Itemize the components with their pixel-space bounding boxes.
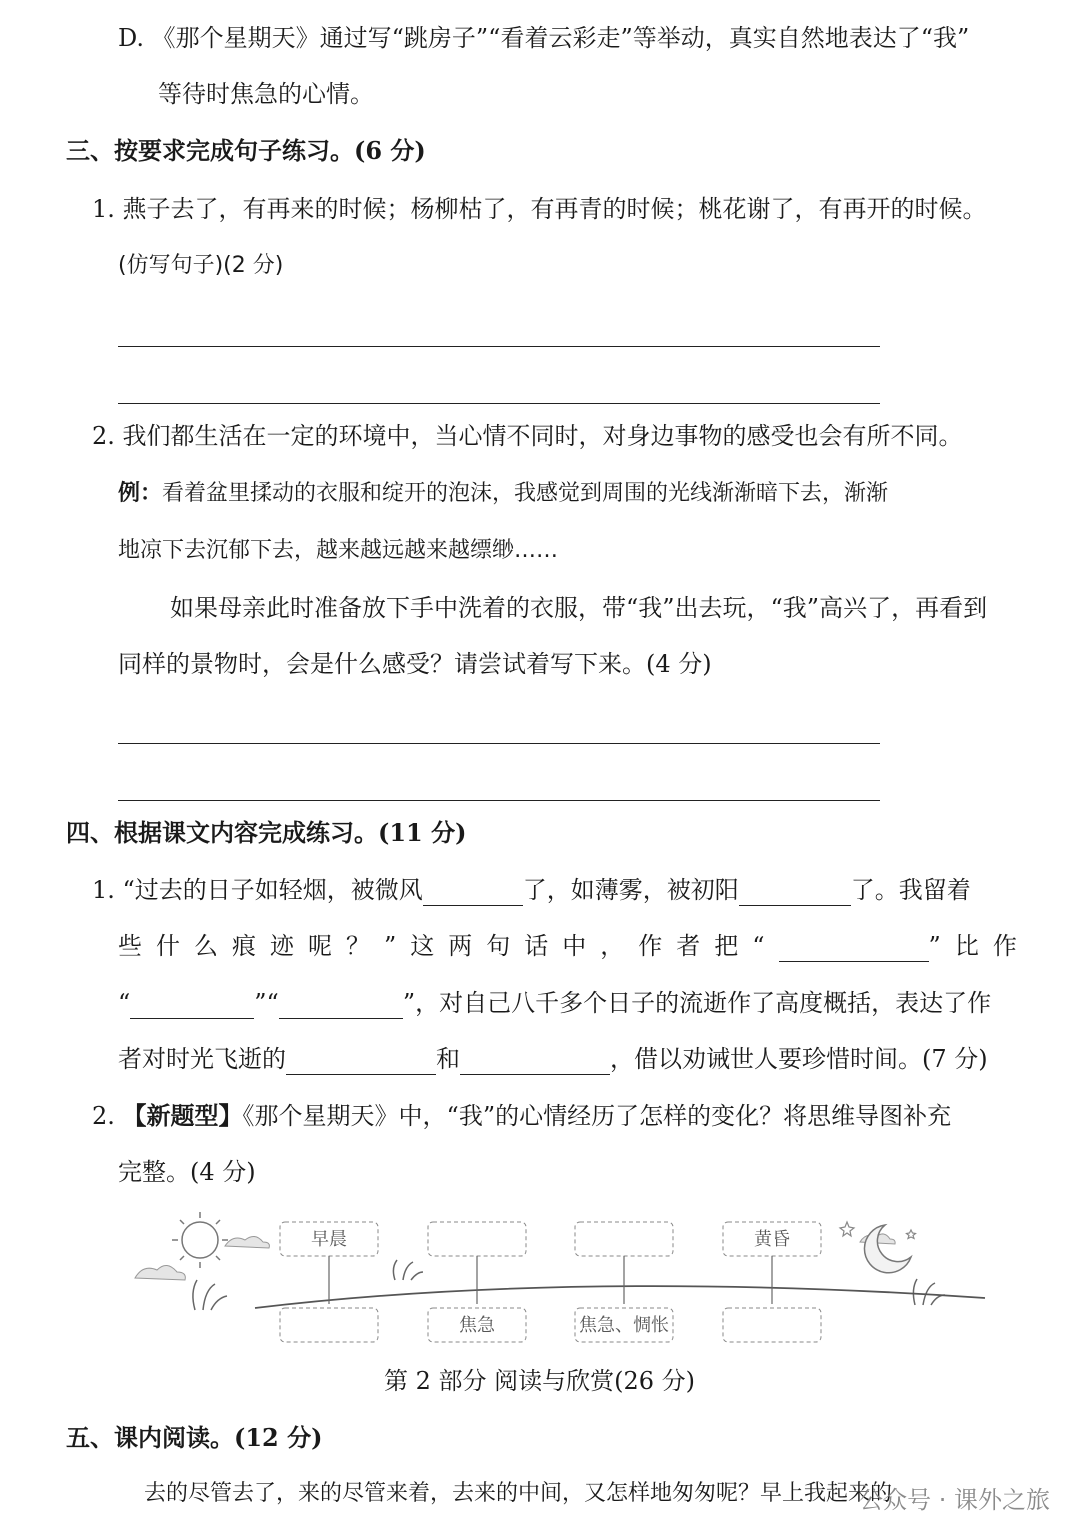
fill-blank[interactable]	[779, 935, 929, 962]
sec4-q1-line1: 1. “过去的日子如轻烟，被微风 了，如薄雾，被初阳 了。我留着	[92, 876, 971, 904]
moon-icon	[864, 1225, 911, 1273]
sec3-example-line1	[118, 478, 888, 510]
mindmap-label-anxious-melancholy: 焦急、惆怅	[579, 1315, 669, 1336]
sec3-q1-line2: (仿写句子)(2 分)	[118, 253, 284, 278]
option-d-line2: 等待时焦急的心情。	[158, 80, 374, 108]
sec4-q1-line2: 些什么痕迹呢？”这两句话中，作者把“ ”比作	[118, 932, 1031, 960]
section3-title: 三、按要求完成句子练习。(6 分)	[66, 136, 426, 165]
sec4-q1-line4: 者对时光飞逝的 和 ，借以劝诫世人要珍惜时间。(7 分)	[118, 1045, 988, 1073]
sec4-q1-line3: “ ”“ ”，对自己八千多个日子的流逝作了高度概括，表达了作	[118, 989, 992, 1017]
mindmap-box-blank[interactable]	[280, 1308, 378, 1342]
mindmap-box-blank[interactable]	[723, 1308, 821, 1342]
mindmap-box-blank[interactable]	[428, 1222, 526, 1256]
answer-line[interactable]	[118, 403, 880, 404]
sec3-q2-line3: 如果母亲此时准备放下手中洗着的衣服，带“我”出去玩，“我”高兴了，再看到	[170, 594, 988, 622]
mindmap-box-blank[interactable]	[575, 1222, 673, 1256]
fill-blank[interactable]	[279, 992, 403, 1019]
mindmap-label-anxious: 焦急	[459, 1315, 495, 1336]
section4-title: 四、根据课文内容完成练习。(11 分)	[66, 818, 467, 847]
sec3-q2-line1: 2. 我们都生活在一定的环境中，当心情不同时，对身边事物的感受也会有所不同。	[92, 422, 963, 450]
mindmap-top-row	[280, 1222, 821, 1256]
mindmap-label-morning: 早晨	[311, 1229, 347, 1250]
new-question-tag: 【新题型】	[122, 1101, 243, 1130]
sec4-q2-line2: 完整。(4 分)	[118, 1158, 256, 1186]
mindmap-bottom-row	[280, 1308, 821, 1342]
example-text: 看着盆里揉动的衣服和绽开的泡沫，我感觉到周围的光线渐渐暗下去，渐渐	[162, 481, 889, 506]
answer-line[interactable]	[118, 346, 880, 347]
sec5-text-line1: 去的尽管去了，来的尽管来着，去来的中间，又怎样地匆匆呢？早上我起来的	[144, 1481, 893, 1506]
mindmap-label-dusk: 黄昏	[754, 1229, 790, 1250]
fill-blank[interactable]	[286, 1048, 436, 1075]
example-label: 例：	[118, 481, 163, 506]
section5-title: 五、课内阅读。(12 分)	[66, 1423, 323, 1452]
fill-blank[interactable]	[460, 1048, 610, 1075]
watermark: 公众号 · 课外之旅	[859, 1486, 1050, 1514]
sec4-q2-line1: 2. 【新题型】《那个星期天》中，“我”的心情经历了怎样的变化？将思维导图补充	[92, 1101, 952, 1130]
answer-line[interactable]	[118, 800, 880, 801]
answer-line[interactable]	[118, 743, 880, 744]
option-d-line1: D. 《那个星期天》通过写“跳房子”“看着云彩走”等举动，真实自然地表达了“我”	[118, 24, 970, 52]
mood-mindmap	[125, 1210, 995, 1355]
fill-blank[interactable]	[423, 879, 523, 906]
fill-blank[interactable]	[130, 992, 254, 1019]
sec3-q1-line1: 1. 燕子去了，有再来的时候；杨柳枯了，有再青的时候；桃花谢了，有再开的时候。	[92, 195, 987, 223]
sec3-q2-line4: 同样的景物时，会是什么感受？请尝试着写下来。(4 分)	[118, 650, 712, 678]
part2-title: 第 2 部分 阅读与欣赏(26 分)	[384, 1367, 696, 1395]
fill-blank[interactable]	[739, 879, 851, 906]
timeline-arc	[255, 1286, 985, 1308]
sun-icon	[172, 1212, 228, 1268]
sec3-example-line2: 地凉下去沉郁下去，越来越远越来越缥缈……	[118, 538, 559, 563]
